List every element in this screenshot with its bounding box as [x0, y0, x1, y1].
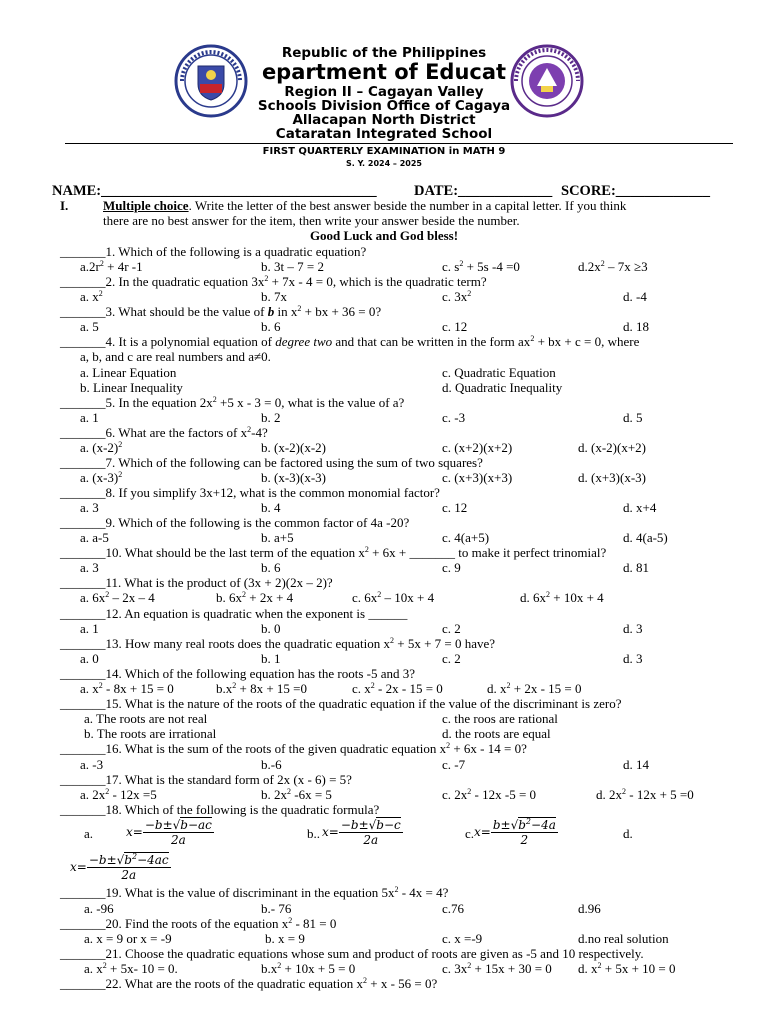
- section-roman: I.: [60, 198, 69, 213]
- header-region: Region II – Cagayan Valley: [284, 84, 484, 100]
- header-district: Allacapan North District: [292, 112, 476, 128]
- q13-option-d: d. 3: [623, 651, 643, 666]
- q13-option-a: a. 0: [80, 651, 99, 666]
- q21-option-d: d. $x^2 + 5x + 10 = 0$: [578, 961, 676, 976]
- q5-option-c: c. -3: [442, 410, 466, 425]
- q11-option-c: c. $6x^2 - 10x + 4$: [352, 590, 435, 605]
- q15-option-d: d. the roots are equal: [442, 726, 551, 741]
- q20-option-c: c. x =-9: [442, 931, 483, 946]
- q4-option-d: d. Quadratic Inequality: [442, 380, 563, 395]
- q6-option-b: b. (x-2)(x-2): [261, 440, 326, 455]
- q14-option-a: a. $x^2 - 8x + 15 = 0$: [80, 681, 174, 696]
- q16-option-d: d. 14: [623, 757, 649, 772]
- q11-option-d: d. $6x^2 + 10x + 4$: [520, 590, 604, 605]
- question-18: _______18. Which of the following is the quadratic formula?: [60, 802, 380, 817]
- q10-option-a: a. 3: [80, 560, 99, 575]
- question-19: _______19. What is the value of discriminant in the equation $5x^2 - 4x = 4$?: [60, 885, 449, 900]
- q18-option-a-formula: x= $\frac{-b\pm√b-ac}{2a}$: [126, 818, 212, 847]
- q16-option-c: c. -7: [442, 757, 466, 772]
- question-14: _______14. Which of the following equation has the roots -5 and 3?: [60, 666, 416, 681]
- q14-option-b: $b.x^2 + 8x + 15 =0$: [216, 681, 307, 696]
- q8-option-c: c. 12: [442, 500, 468, 515]
- question-10: _______10. What should be the last term of the equation $x^2 + 6x$ + _______ to make it perfect trinomial?: [60, 545, 607, 560]
- header-school: Cataratan Integrated School: [275, 126, 493, 142]
- question-2: _______2. In the quadratic equation $3x^2 + 7x - 4 = 0$, which is the quadratic term?: [60, 274, 487, 289]
- question-4: _______4. It is a polynomial equation of degree two and that can be written in the form $ax^2$ + bx + c = 0, where: [60, 334, 640, 349]
- q2-option-a: a. $x^2$: [80, 289, 103, 304]
- question-7: _______7. Which of the following can be factored using the sum of two squares?: [60, 455, 483, 470]
- q1-option-a: $a.2r^2 + 4r$ -1: [80, 259, 143, 274]
- q19-option-b: b.- 76: [261, 901, 292, 916]
- q18-option-d-label: d.: [623, 826, 633, 841]
- q12-option-a: a. 1: [80, 621, 99, 636]
- question-5: _______5. In the equation $2x^2 +5$ x - 3 = 0, what is the value of a?: [60, 395, 405, 410]
- q17-option-d: d. $2x^2 - 12x + 5 =0$: [596, 787, 694, 802]
- header-division: Schools Division Office of Cagaya: [257, 98, 511, 114]
- q11-option-b: b. $6x^2 + 2x + 4$: [216, 590, 294, 605]
- q6-option-c: c. (x+2)(x+2): [442, 440, 513, 455]
- q20-option-a: a. x = 9 or x = -9: [84, 931, 172, 946]
- q3-option-d: d. 18: [623, 319, 649, 334]
- school-year: S. Y. 2024 – 2025: [346, 159, 422, 168]
- q6-option-a: a. $(x-2)^2$: [80, 440, 123, 455]
- date-field[interactable]: DATE:_____________: [414, 183, 553, 199]
- q12-option-c: c. 2: [442, 621, 461, 636]
- q14-option-c: c. $x^2 - 2x - 15 = 0$: [352, 681, 443, 696]
- q9-option-c: c. 4(a+5): [442, 530, 490, 545]
- q18-option-a-label: a.: [84, 826, 94, 841]
- q16-option-b: b.-6: [261, 757, 282, 772]
- question-8: _______8. If you simplify 3x+12, what is the common monomial factor?: [60, 485, 440, 500]
- q18-option-d-formula: x= $\frac{-b\pm√b^2-4ac}{2a}$: [70, 852, 169, 882]
- q1-option-b: b. 3t – 7 = 2: [261, 259, 324, 274]
- q4-option-b: b. Linear Inequality: [80, 380, 183, 395]
- q17-option-a: a. $2x^2 - 12x =5$: [80, 787, 157, 802]
- q20-option-b: b. x = 9: [265, 931, 305, 946]
- question-3: _______3. What should be the value of b in $x^2$ + bx + 36 = 0?: [60, 304, 382, 319]
- q18-option-b-label: b..: [307, 826, 320, 841]
- q18-option-c-label: c.: [465, 826, 475, 841]
- q19-option-c: c.76: [442, 901, 465, 916]
- q10-option-c: c. 9: [442, 560, 461, 575]
- q16-option-a: a. -3: [80, 757, 104, 772]
- q10-option-b: b. 6: [261, 560, 281, 575]
- q3-option-a: a. 5: [80, 319, 99, 334]
- instructions-line-1: Multiple choice. Write the letter of the best answer beside the number in a capital letter. If you think: [103, 198, 627, 213]
- header-republic: Republic of the Philippines: [281, 45, 487, 61]
- q9-option-d: d. 4(a-5): [623, 530, 668, 545]
- header-divider: [65, 143, 733, 144]
- question-20: _______20. Find the roots of the equation $x^2 - 81 = 0$: [60, 916, 337, 931]
- question-17: _______17. What is the standard form of 2x (x - 6) = 5?: [60, 772, 352, 787]
- q12-option-d: d. 3: [623, 621, 643, 636]
- q18-option-b-formula: x= $\frac{-b\pm√b-c}{2a}$: [322, 818, 401, 847]
- q14-option-d: d. $x^2 + 2x - 15 = 0$: [487, 681, 582, 696]
- q8-option-a: a. 3: [80, 500, 99, 515]
- q7-option-d: d. (x+3)(x-3): [578, 470, 646, 485]
- q4-option-a: a. Linear Equation: [80, 365, 177, 380]
- q3-option-c: c. 12: [442, 319, 468, 334]
- question-6: _______6. What are the factors of $x^2-4$?: [60, 425, 268, 440]
- q10-option-d: d. 81: [623, 560, 649, 575]
- q8-option-b: b. 4: [261, 500, 281, 515]
- q19-option-d: d.96: [578, 901, 601, 916]
- question-15: _______15. What is the nature of the roots of the quadratic equation if the value of the discriminant is zero?: [60, 696, 622, 711]
- question-9: _______9. Which of the following is the common factor of 4a -20?: [60, 515, 410, 530]
- name-field[interactable]: NAME:______________________________________: [52, 183, 377, 199]
- question-12: _______12. An equation is quadratic when the exponent is ______: [60, 606, 408, 621]
- q3-option-b: b. 6: [261, 319, 281, 334]
- score-field[interactable]: SCORE:_____________: [561, 183, 711, 199]
- q13-option-c: c. 2: [442, 651, 461, 666]
- question-22: _______22. What are the roots of the quadratic equation $x^2 + x - 56 = 0$?: [60, 976, 438, 991]
- q21-option-a: a. $x^2 + 5x-$ 10 = 0.: [84, 961, 178, 976]
- q1-option-d: $d.2x^2 - 7x \ge 3$: [578, 259, 648, 274]
- q12-option-b: b. 0: [261, 621, 281, 636]
- q13-option-b: b. 1: [261, 651, 281, 666]
- q6-option-d: d. (x-2)(x+2): [578, 440, 646, 455]
- q8-option-d: d. x+4: [623, 500, 657, 515]
- question-13: _______13. How many real roots does the quadratic equation $x^2 + 5x + 7 = 0$ have?: [60, 636, 496, 651]
- q15-option-c: c. the roos are rational: [442, 711, 558, 726]
- q7-option-b: b. (x-3)(x-3): [261, 470, 326, 485]
- question-4-cont: a, b, and c are real numbers and a≠0.: [80, 349, 271, 364]
- q15-option-a: a. The roots are not real: [84, 711, 208, 726]
- question-21: _______21. Choose the quadratic equations whose sum and product of roots are given as -5 and 10 respectively.: [60, 946, 644, 961]
- q2-option-c: c. $3x^2$: [442, 289, 472, 304]
- q4-option-c: c. Quadratic Equation: [442, 365, 556, 380]
- q19-option-a: a. -96: [84, 901, 114, 916]
- question-1: _______1. Which of the following is a quadratic equation?: [60, 244, 367, 259]
- q5-option-d: d. 5: [623, 410, 643, 425]
- q2-option-b: b. 7x: [261, 289, 287, 304]
- q17-option-c: c. $2x^2 - 12x$ -5 = 0: [442, 787, 537, 802]
- header-department: epartment of Educat: [261, 60, 507, 84]
- q20-option-d: d.no real solution: [578, 931, 669, 946]
- q11-option-a: a. $6x^2 - 2x - 4$: [80, 590, 155, 605]
- q15-option-b: b. The roots are irrational: [84, 726, 217, 741]
- q5-option-a: a. 1: [80, 410, 99, 425]
- q17-option-b: b. $2x^2$ -6x = 5: [261, 787, 332, 802]
- q1-option-c: c. $s^2 + 5s$ -4 =0: [442, 259, 520, 274]
- q18-option-c-formula: x= $\frac{b\pm√b^2-4a}{2}$: [474, 817, 556, 847]
- instructions-line-2: there are no best answer for the item, then write your answer beside the number.: [103, 213, 520, 228]
- q21-option-c: c. $3x^2 + 15x + 30 = 0$: [442, 961, 552, 976]
- q9-option-b: b. a+5: [261, 530, 294, 545]
- q7-option-c: c. (x+3)(x+3): [442, 470, 513, 485]
- q5-option-b: b. 2: [261, 410, 281, 425]
- good-luck: Good Luck and God bless!: [309, 228, 459, 243]
- question-16: _______16. What is the sum of the roots of the given quadratic equation $x^2 + 6x - 14 = 0$?: [60, 741, 527, 756]
- question-11: _______11. What is the product of (3x + 2)(2x – 2)?: [60, 575, 333, 590]
- q9-option-a: a. a-5: [80, 530, 109, 545]
- exam-title: FIRST QUARTERLY EXAMINATION in MATH 9: [262, 146, 506, 157]
- q21-option-b: $b.x^2 + 10x + 5 = 0$: [261, 961, 356, 976]
- q2-option-d: d. -4: [623, 289, 647, 304]
- q7-option-a: a. $(x-3)^2$: [80, 470, 123, 485]
